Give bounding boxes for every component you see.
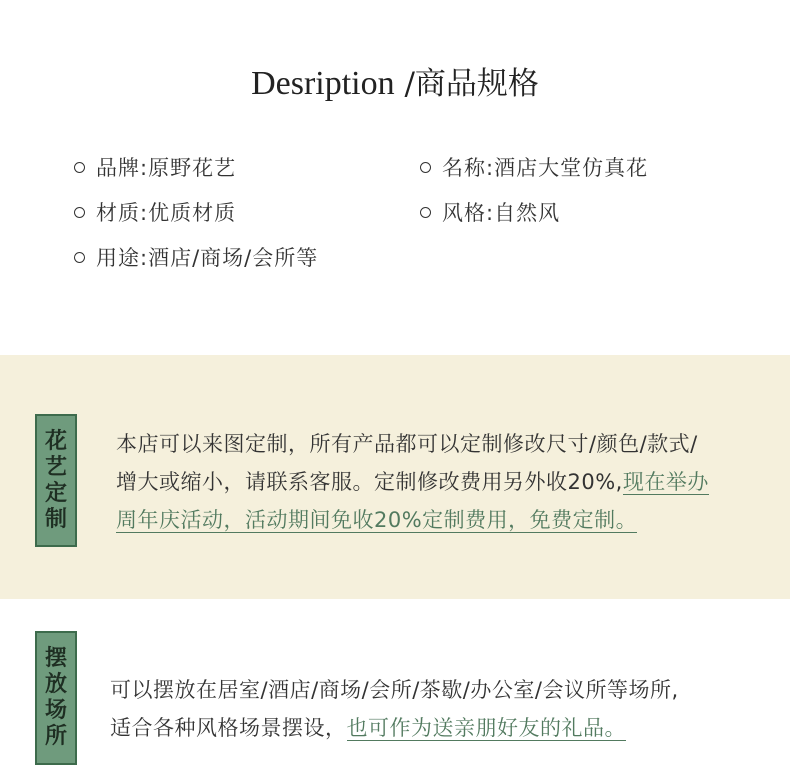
spec-text: 材质:优质材质 bbox=[96, 201, 237, 225]
placement-highlight: 也可作为送亲朋好友的礼品。 bbox=[346, 716, 626, 740]
customize-highlight-1: 现在举办 bbox=[622, 470, 709, 494]
placement-line-1: 可以摆放在居室/酒店/商场/会所/茶歇/办公室/会议所等场所, bbox=[110, 678, 679, 702]
spec-item-name bbox=[420, 152, 648, 182]
placement-line-2-text: 适合各种风格场景摆设， bbox=[110, 716, 347, 740]
bullet-circle-icon bbox=[74, 162, 85, 173]
placement-label bbox=[35, 631, 77, 765]
spec-text: 名称:酒店大堂仿真花 bbox=[442, 156, 649, 180]
label-char: 摆 bbox=[44, 646, 67, 671]
placement-line-2 bbox=[110, 709, 679, 747]
spec-text: 风格:自然风 bbox=[442, 201, 561, 225]
customize-line-3 bbox=[116, 501, 709, 539]
title-english: Desription bbox=[251, 65, 395, 102]
spec-text: 用途:酒店/商场/会所等 bbox=[96, 246, 319, 270]
page-title bbox=[0, 58, 790, 103]
label-char: 花 bbox=[44, 429, 67, 454]
label-char: 定 bbox=[44, 481, 67, 506]
placement-description bbox=[110, 671, 679, 747]
bullet-circle-icon bbox=[420, 207, 431, 218]
spec-item-style bbox=[420, 197, 560, 227]
title-chinese: /商品规格 bbox=[394, 66, 539, 102]
bullet-circle-icon bbox=[420, 162, 431, 173]
label-char: 放 bbox=[44, 672, 67, 697]
spec-item-material bbox=[74, 197, 236, 227]
spec-item-usage bbox=[74, 242, 318, 272]
spec-text: 品牌:原野花艺 bbox=[96, 156, 237, 180]
bullet-circle-icon bbox=[74, 207, 85, 218]
customize-label bbox=[35, 414, 77, 547]
spec-item-brand bbox=[74, 152, 236, 182]
label-char: 场 bbox=[44, 698, 67, 723]
bullet-circle-icon bbox=[74, 252, 85, 263]
customize-line-2-text: 增大或缩小，请联系客服。定制修改费用另外收20%, bbox=[116, 470, 623, 494]
label-char: 艺 bbox=[44, 455, 67, 480]
customize-line-2 bbox=[116, 463, 709, 501]
customize-line-1: 本店可以来图定制，所有产品都可以定制修改尺寸/颜色/款式/ bbox=[116, 432, 698, 456]
label-char: 所 bbox=[44, 724, 67, 749]
label-char: 制 bbox=[44, 507, 67, 532]
customize-description bbox=[116, 425, 709, 539]
customize-highlight-2: 周年庆活动，活动期间免收20%定制费用，免费定制。 bbox=[116, 508, 638, 532]
